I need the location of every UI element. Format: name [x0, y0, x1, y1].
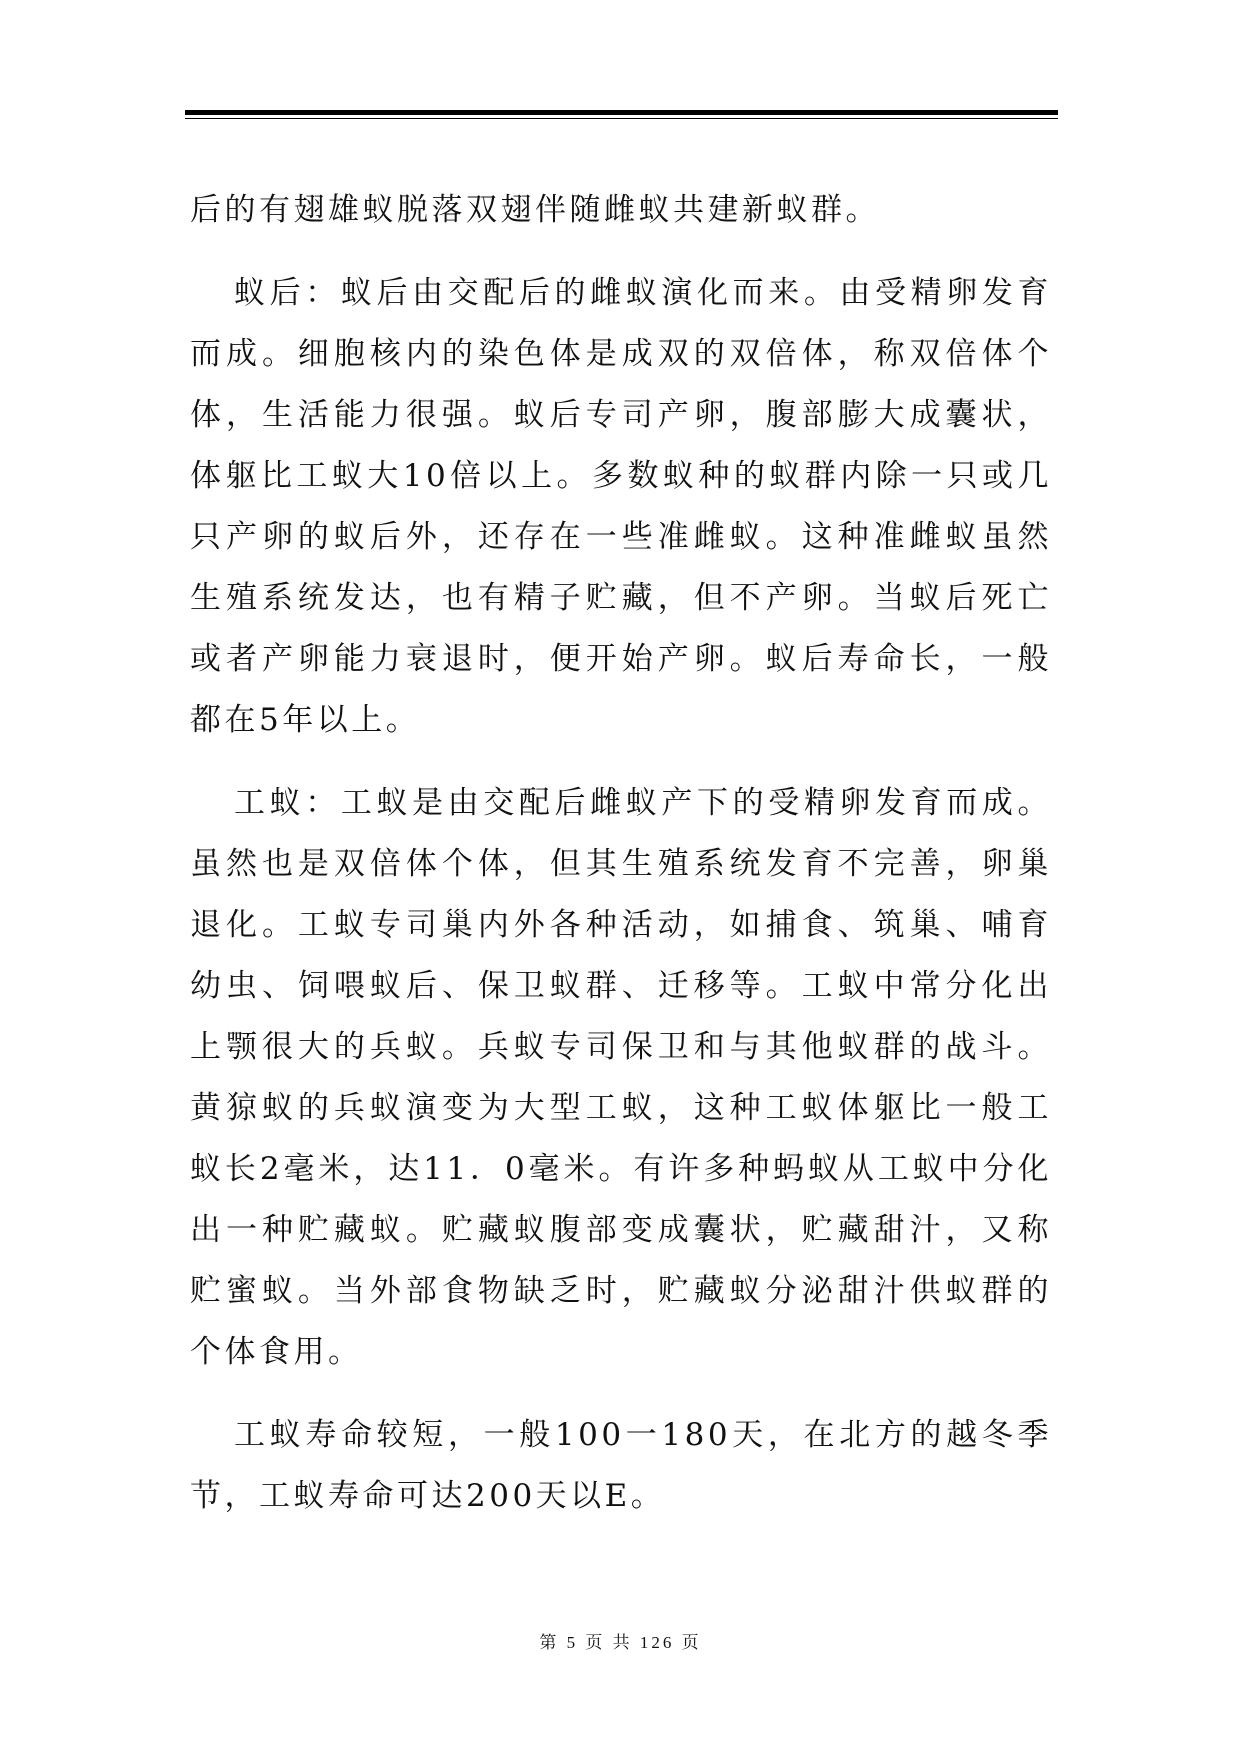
- paragraph-queen: 蚁后：蚁后由交配后的雌蚁演化而来。由受精卵发育而成。细胞核内的染色体是成双的双倍体，称双倍体个体，生活能力很强。蚁后专司产卵，腹部膨大成囊状，体躯比工蚁大10倍以上。多数蚁种的蚁群内除一只或几只产卵的蚁后外，还存在一些准雌蚁。这种准雌蚁虽然生殖系统发达，也有精子贮藏，但不产卵。当蚁后死亡或者产卵能力衰退时，便开始产卵。蚁后寿命长，一般都在5年以上。: [190, 275, 1052, 738]
- paragraph-worker-lifespan: 工蚁寿命较短，一般100一180天，在北方的越冬季节，工蚁寿命可达200天以E。: [190, 1417, 1052, 1514]
- document-body: [190, 180, 1052, 1527]
- paragraph-worker: 工蚁：工蚁是由交配后雌蚁产下的受精卵发育而成。虽然也是双倍体个体，但其生殖系统发育不完善，卵巢退化。工蚁专司巢内外各种活动，如捕食、筑巢、哺育幼虫、饲喂蚁后、保卫蚁群、迁移等。工蚁中常分化出上颚很大的兵蚁。兵蚁专司保卫和与其他蚁群的战斗。黄猄蚁的兵蚁演变为大型工蚁，这种工蚁体躯比一般工蚁长2毫米，达11．0毫米。有许多种蚂蚁从工蚁中分化出一种贮藏蚁。贮藏蚁腹部变成囊状，贮藏甜汁，又称贮蜜蚁。当外部食物缺乏时，贮藏蚁分泌甜汁供蚁群的个体食用。: [190, 785, 1052, 1370]
- page-number: 第 5 页 共 126 页: [539, 1633, 702, 1652]
- paragraph-1: 后的有翅雄蚁脱落双翅伴随雌蚁共建新蚁群。: [190, 192, 880, 228]
- page-footer: [0, 1628, 1241, 1653]
- header-rule: [185, 110, 1058, 119]
